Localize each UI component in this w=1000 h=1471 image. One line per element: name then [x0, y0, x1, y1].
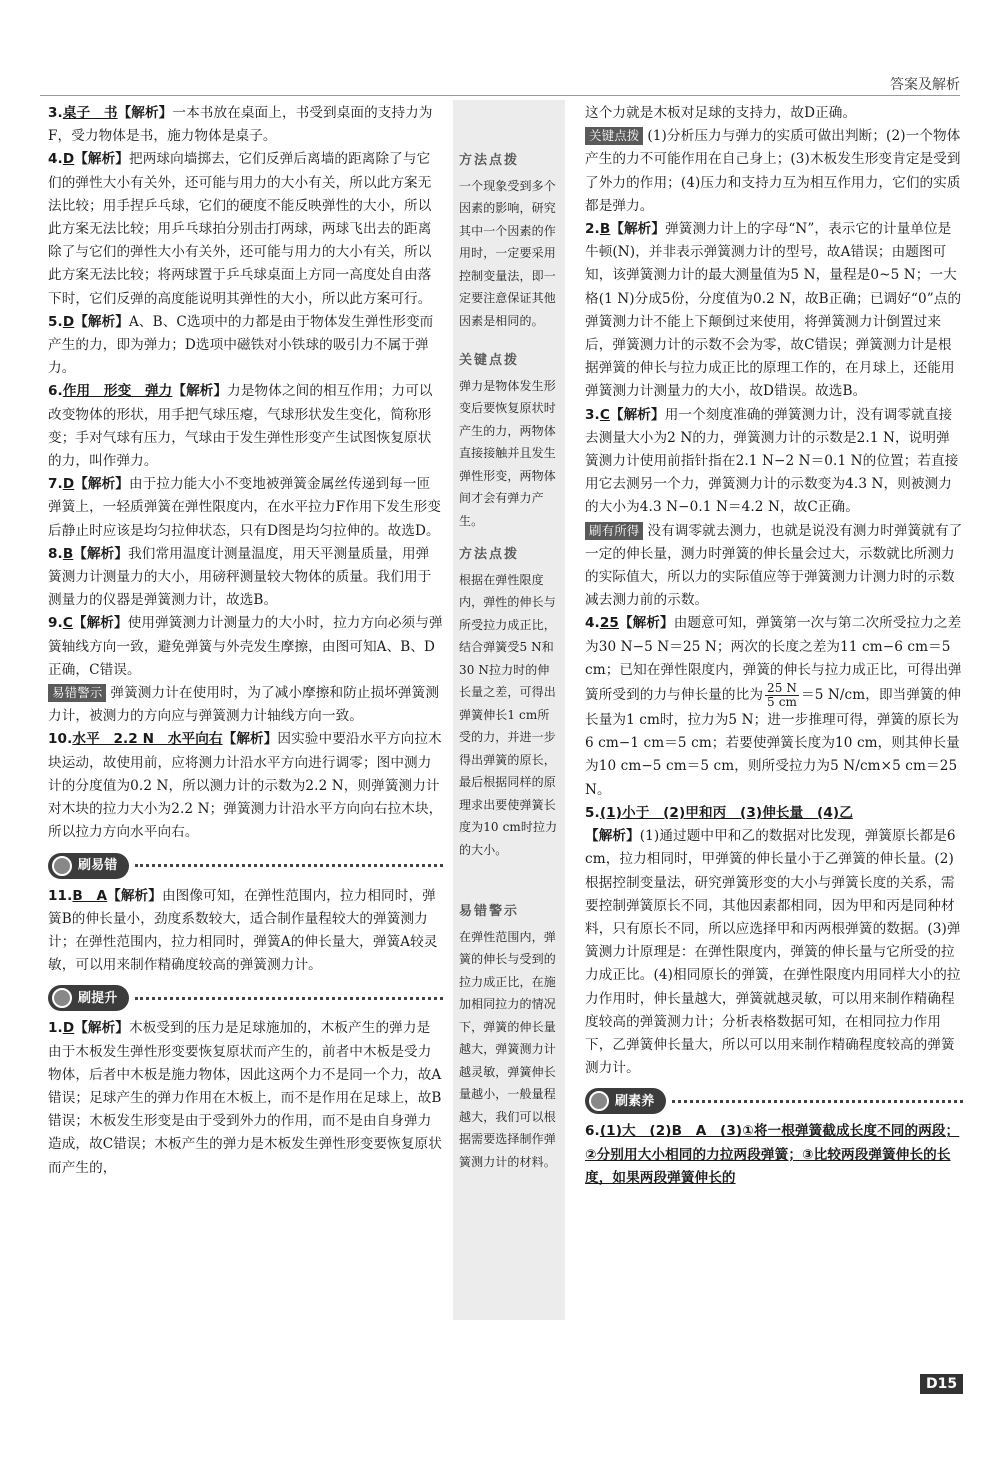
section-tisheng — [48, 983, 443, 1013]
page-number: D15 — [920, 1374, 963, 1394]
side-note-4: 易错警示 在弹性范围内，弹簧的伸长与受到的拉力成正比，在施加相同拉力的情况下，弹簧的伸长量越大，弹簧测力计越灵敏，弹簧伸长量越小，一般量程越大，我们可以根据需要选择制作弹簧测力计的材料。 — [459, 904, 556, 1169]
section-badge: 刷易错 — [48, 853, 129, 879]
right-column — [585, 102, 963, 1190]
pencil-icon — [52, 988, 72, 1008]
pencil-icon — [589, 1091, 609, 1111]
question-7: 7.D【解析】由于拉力能大小不变地被弹簧金属丝传递到每一匝弹簧上，一轻质弹簧在弹性限度内，在水平拉力F作用下发生形变后静止时应该是均匀拉伸状态，只有D图是均匀拉伸的。故选D。 — [48, 476, 441, 539]
fraction: $\frac{25 N}{5 cm}$ — [767, 681, 798, 710]
section-divider — [135, 997, 443, 1000]
problem-5: 5.(1)小于 (2)甲和丙 (3)伸长量 (4)乙 【解析】(1)通过题中甲和乙的数据对比发现，弹簧原长都是6 cm，拉力相同时，甲弹簧的伸长量小于乙弹簧的伸长量。(2)根据控制变量法，研究弹簧形变的大小与弹簧长度的关系，需要控制弹簧原长不同，其他因素都相同，因为甲和丙是同种材料，只有原长不同，所以应选择甲和丙两根弹簧的数据。(3)弹簧测力计原理是：在弹性限度内，弹簧的伸长量与它所受的拉力成正比。(4)相同原长的弹簧，在弹性限度内用同样大小的拉力作用时，伸长量越大，弹簧就越灵敏，可以用来制作精确程度较高的弹簧测力计；分析表格数据可知，在相同拉力作用下，乙弹簧伸长量大，所以可以用来制作精确程度较高的弹簧测力计。 — [585, 804, 961, 1077]
tip-label: 刷有所得 — [585, 522, 643, 540]
section-yicuo — [48, 851, 443, 881]
side-note-1: 方法点拨 一个现象受到多个因素的影响，研究其中一个因素的作用时，一定要采用控制变量法，即一定要注意保证其他因素是相同的。 — [459, 153, 556, 328]
problem-1: 1.D【解析】木板受到的压力是足球施加的，木板产生的弹力是由于木板发生弹性形变要恢复原状而产生的，前者中木板是受力物体，后者中木板是施力物体，因此这两个力不是同一个力，故A错误；足球产生的弹力作用在木板上，而不是作用在足球上，故B错误；木板发生形变是由于受到外力的作用，而不是由自身弹力造成，故C错误；木板产生的弹力是木板发生弹性形变要恢复原状而产生的， — [48, 1020, 442, 1176]
question-11: 11.B A【解析】由图像可知，在弹性范围内，拉力相同时，弹簧B的伸长量小，劲度系数较大，适合制作量程较大的弹簧测力计；在弹性范围内，拉力相同时，弹簧A的伸长量大，弹簧A较灵敏，可以用来制作精确度较高的弹簧测力计。 — [48, 887, 438, 974]
tip-label: 关键点拨 — [585, 127, 643, 145]
problem-6: 6.(1)大 (2)B A (3)①将一根弹簧截成长度不同的两段；②分别用大小相同的力拉两段弹簧；③比较两段弹簧伸长的长度，如果两段弹簧伸长的 — [585, 1123, 960, 1186]
problem-3: 3.C【解析】用一个刻度准确的弹簧测力计，没有调零就直接去测量大小为2 N的力，弹簧测力计的示数是2.1 N，说明弹簧测力计使用前指针指在2.1 N−2 N＝0.1 N的位置；若直接用它去测另一个力，弹簧测力计的示数变为4.3 N，则被测力的大小为4.3 N−0.1 N＝4.2 N，故C正确。 — [585, 406, 959, 516]
page-header: 答案及解析 — [890, 77, 960, 93]
question-9-tip: 易错警示 弹簧测力计在使用时，为了减小摩擦和防止损坏弹簧测力计，被测力的方向应与弹簧测力计轴线方向一致。 — [48, 685, 440, 725]
problem-1-tip: 关键点拨 (1)分析压力与弹力的实质可做出判断；(2)一个物体产生的力不可能作用在自己身上；(3)木板发生形变肯定是受到了外力的作用；(4)压力和支持力互为相互作用力，它们的实质都是弹力。 — [585, 128, 961, 214]
section-divider — [135, 864, 443, 867]
problem-3-tip: 刷有所得 没有调零就去测力，也就是说没有测力时弹簧就有了一定的伸长量，测力时弹簧的伸长量会过大，示数就比所测力的实际值大，所以力的实际值应等于弹簧测力计测力时的示数减去测力前的示数。 — [585, 522, 963, 609]
question-9: 9.C【解析】使用弹簧测力计测量力的大小时，拉力方向必须与弹簧轴线方向一致，避免弹簧与外壳发生摩擦，由图可知A、B、D正确，C错误。 — [48, 615, 443, 678]
header-rule — [40, 95, 960, 96]
question-3: 3.桌子 书【解析】一本书放在桌面上，书受到桌面的支持力为F，受力物体是书，施力物体是桌子。 — [48, 105, 433, 145]
problem-1-continued: 这个力就是木板对足球的支持力，故D正确。 — [585, 105, 857, 121]
section-badge: 刷提升 — [48, 985, 129, 1011]
question-5: 5.D【解析】A、B、C选项中的力都是由于物体发生弹性形变而产生的力，即为弹力；D选项中磁铁对小铁球的吸引力不属于弹力。 — [48, 313, 434, 377]
problem-4: 4.25【解析】由题意可知，弹簧第一次与第二次所受拉力之差为30 N−5 N＝25 N；两次的长度之差为11 cm−6 cm＝5 cm；已知在弹性限度内，弹簧的伸长与拉力成正比，可得出弹簧所受到的力与伸长量的比为 $\frac{25 N}{5 cm}$ ＝5 N/cm，即当弹簧的伸长量为1 cm时，拉力为5 N；进一步推理可得，弹簧的原长为6 cm−1 cm＝5 cm；若要使弹簧长度为10 cm，则其伸长量为10 cm−5 cm＝5 cm，则所受拉力为5 N/cm×5 cm＝25 N。 — [585, 615, 962, 798]
problem-2: 2.B【解析】弹簧测力计上的字母“N”，表示它的计量单位是牛顿(N)，并非表示弹簧测力计的型号，故A错误；由题图可知，该弹簧测力计的最大测量值为5 N，量程是0~5 N；一大格(1 N)分成5份，分度值为0.2 N，故B正确；已调好“0”点的弹簧测力计不能上下颠倒过来使用，将弹簧测力计倒置过来后，弹簧测力计的示数不会为零，故C错误；弹簧测力计是根据弹簧的伸长与拉力成正比的原理工作的，在月球上，还能用弹簧测力计测量力的大小，故D错误。故选B。 — [585, 221, 962, 400]
question-4: 4.D【解析】把两球向墙掷去，它们反弹后离墙的距离除了与它们的弹性大小有关外，还可能与用力的大小有关，所以此方案无法比较；用手捏乒乓球，它们的硬度不能反映弹性的大小，所以此方案无法比较；用乒乓球拍分别击打两球，两球飞出去的距离除了与它们的弹性大小有关外，还可能与用力的大小有关，所以此方案无法比较；将两球置于乒乓球桌面上方同一高度处自由落下时，它们反弹的高度能说明其弹性的大小，所以此方案可行。 — [48, 151, 432, 307]
section-badge: 刷素养 — [585, 1088, 666, 1114]
section-suyang — [585, 1086, 963, 1116]
side-note-2: 关键点拨 弹力是物体发生形变后要恢复原状时产生的力，两物体直接接触并且发生弹性形变，两物体间才会有弹力产生。 — [459, 353, 556, 528]
question-6: 6.作用 形变 弹力【解析】力是物体之间的相互作用；力可以改变物体的形状，用手把气球压瘪，气球形状发生变化，简称形变；手对气球有压力，气球由于发生弹性形变产生试图恢复原状的力，叫作弹力。 — [48, 383, 433, 470]
question-8: 8.B【解析】我们常用温度计测量温度，用天平测量质量，用弹簧测力计测量力的大小，用磅秤测量较大物体的质量。我们用于测量力的仪器是弹簧测力计，故选B。 — [48, 545, 432, 609]
tip-label: 易错警示 — [48, 684, 106, 702]
section-divider — [672, 1100, 963, 1103]
left-column — [48, 102, 443, 1180]
pencil-icon — [52, 856, 72, 876]
side-notes — [453, 100, 565, 1320]
question-10: 10.水平 2.2 N 水平向右【解析】因实验中要沿水平方向拉木块运动，故使用前，应将测力计沿水平方向进行调零；图中测力计的分度值为0.2 N，所以测力计的示数为2.2 N，则弹簧测力计对木块的拉力大小为2.2 N；弹簧测力计沿水平方向向右拉木块，所以拉力方向水平向右。 — [48, 731, 443, 841]
side-note-3: 方法点拨 根据在弹性限度内，弹性的伸长与所受拉力成正比，结合弹簧受5 N和30 N拉力时的伸长量之差，可得出弹簧伸长1 cm所受的力，并进一步得出弹簧的原长，最后根据同样的原理求出要使弹簧长度为10 cm时拉力的大小。 — [459, 547, 558, 857]
